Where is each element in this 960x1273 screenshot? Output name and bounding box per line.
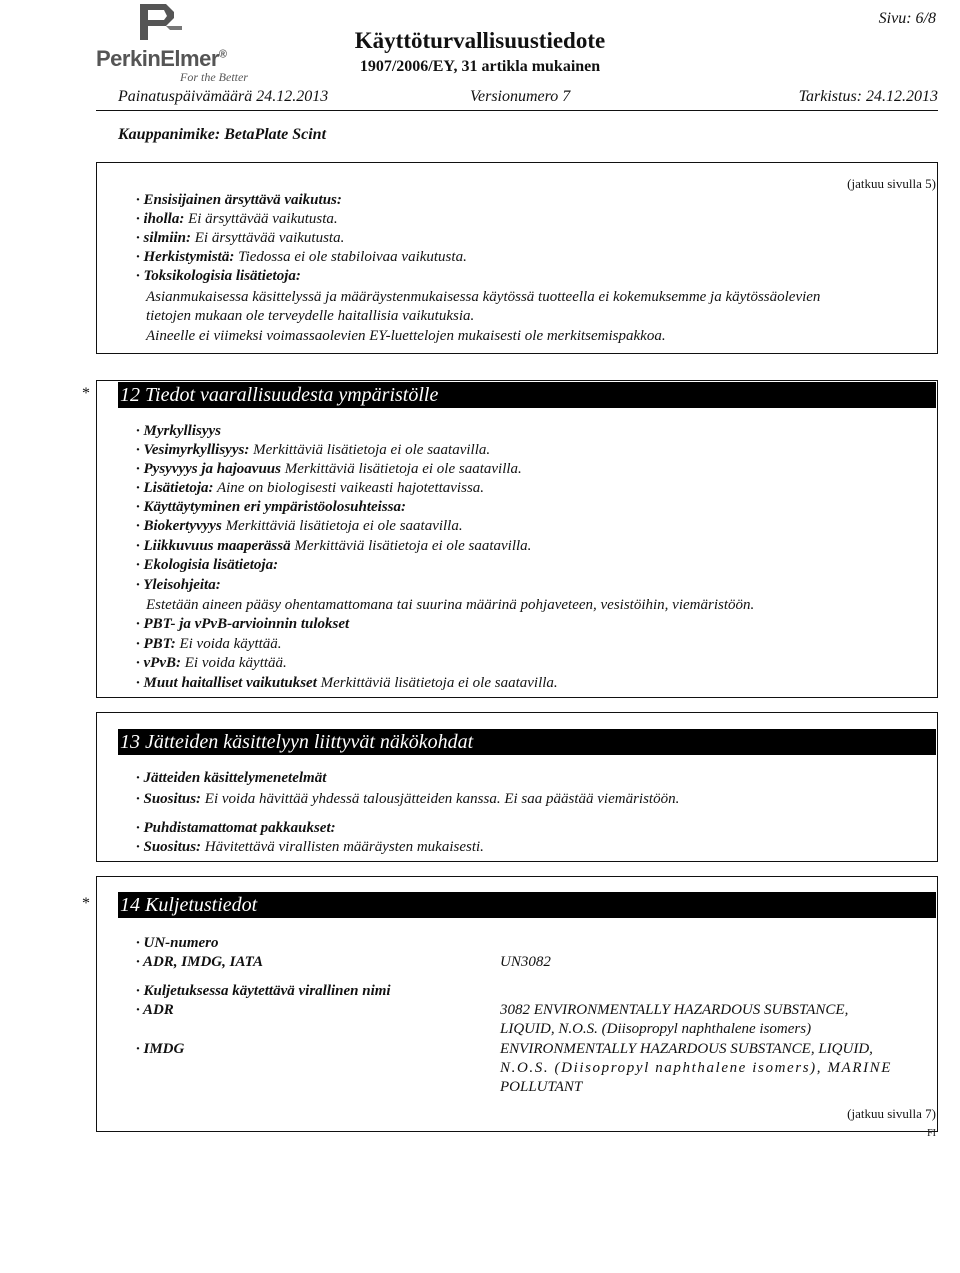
s12-line-3: · Pysyvyys ja hajoavuus Merkittäviä lisätietoja ei ole saatavilla. (136, 461, 522, 477)
s11-line-4: · Herkistymistä: Tiedossa ei ole stabiloivaa vaikutusta. (136, 249, 467, 265)
s12-line-8: · Ekologisia lisätietoja: (136, 557, 279, 573)
section-13-heading: 13 Jätteiden käsittelyyn liittyvät näkökohdat (118, 729, 936, 755)
s12-line-11: · PBT- ja vPvB-arvioinnin tulokset (136, 616, 350, 632)
header-divider (96, 110, 938, 111)
s12-line-1: · Myrkyllisyys (136, 423, 221, 439)
s12-line-2: · Vesimyrkyllisyys: Merkittäviä lisätietoja ei ole saatavilla. (136, 442, 491, 458)
s12-line-4: · Lisätietoja: Aine on biologisesti vaikeasti hajotettavissa. (136, 480, 485, 496)
s13-line-2: · Suositus: Ei voida hävittää yhdessä talousjätteiden kanssa. Ei saa päästää viemäristöön. (136, 791, 680, 807)
s11-line-5: · Toksikologisia lisätietoja: (136, 268, 301, 284)
s14-line-4: · ADR (136, 1002, 174, 1018)
s14-line-1: · UN-numero (136, 935, 219, 951)
logo-text: PerkinElmer (96, 46, 219, 71)
language-code: FI (927, 1128, 936, 1139)
s14-line-5: · IMDG (136, 1041, 185, 1057)
s11-line-3: · silmiin: Ei ärsyttävää vaikutusta. (136, 230, 345, 246)
s13-line-1: · Jätteiden käsittelymenetelmät (136, 770, 327, 786)
change-marker-12: * (82, 385, 90, 402)
s14-imdg-name-2: N.O.S. (Diisopropyl naphthalene isomers), MARINE (500, 1060, 893, 1076)
s11-line-7: tietojen mukaan ole terveydelle haitallisia vaikutuksia. (146, 308, 475, 324)
s11-line-1: · Ensisijainen ärsyttävä vaikutus: (136, 192, 342, 208)
change-marker-14: * (82, 895, 90, 912)
s11-line-8: Aineelle ei viimeksi voimassaolevien EY-luettelojen mukaisesti ole merkitsemispakkoa. (146, 328, 666, 344)
s14-line-3: · Kuljetuksessa käytettävä virallinen nimi (136, 983, 391, 999)
continued-to: (jatkuu sivulla 7) (847, 1106, 936, 1121)
s12-line-6: · Biokertyvyys Merkittäviä lisätietoja ei ole saatavilla. (136, 518, 463, 534)
s12-line-12: · PBT: Ei voida käyttää. (136, 636, 282, 652)
document-subtitle: 1907/2006/EY, 31 artikla mukainen (359, 58, 601, 75)
s12-line-9: · Yleisohjeita: (136, 577, 221, 593)
s13-line-4: · Suositus: Hävitettävä virallisten määräysten mukaisesti. (136, 839, 484, 855)
s11-line-6: Asianmukaisessa käsittelyssä ja määräystenmukaisessa käytössä tuotteella ei kokemuksemme ja käytössäolevien (146, 289, 821, 305)
s14-adr-name-1: 3082 ENVIRONMENTALLY HAZARDOUS SUBSTANCE, (500, 1002, 849, 1018)
section-12-heading: 12 Tiedot vaarallisuudesta ympäristölle (118, 382, 936, 408)
revision-date: Tarkistus: 24.12.2013 (798, 88, 938, 105)
s11-line-2: · iholla: Ei ärsyttävää vaikutusta. (136, 211, 338, 227)
s12-line-10: Estetään aineen pääsy ohentamattomana tai suurina määrinä pohjaveteen, vesistöihin, viemäristöön. (146, 597, 755, 613)
continued-from: (jatkuu sivulla 5) (847, 176, 936, 191)
s12-line-5: · Käyttäytyminen eri ympäristöolosuhteissa: (136, 499, 407, 515)
section-14-heading: 14 Kuljetustiedot (118, 892, 936, 918)
s12-line-14: · Muut haitalliset vaikutukset Merkittäviä lisätietoja ei ole saatavilla. (136, 675, 558, 691)
s13-line-3: · Puhdistamattomat pakkaukset: (136, 820, 336, 836)
logo-reg: ® (218, 48, 227, 61)
page-number: Sivu: 6/8 (878, 10, 936, 27)
s14-un-number: UN3082 (500, 954, 551, 970)
print-date: Painatuspäivämäärä 24.12.2013 (118, 88, 329, 105)
s14-adr-name-2: LIQUID, N.O.S. (Diisopropyl naphthalene isomers) (500, 1021, 812, 1037)
s12-line-13: · vPvB: Ei voida käyttää. (136, 655, 287, 671)
logo-tagline: For the Better (180, 70, 248, 84)
document-title: Käyttöturvallisuustiedote (354, 28, 606, 53)
s14-line-2: · ADR, IMDG, IATA (136, 954, 263, 970)
s14-imdg-name-1: ENVIRONMENTALLY HAZARDOUS SUBSTANCE, LIQUID, (500, 1041, 873, 1057)
trade-name: Kauppanimike: BetaPlate Scint (118, 126, 327, 143)
s14-imdg-name-3: POLLUTANT (500, 1079, 583, 1095)
version-number: Versionumero 7 (470, 88, 571, 105)
s12-line-7: · Liikkuvuus maaperässä Merkittäviä lisätietoja ei ole saatavilla. (136, 538, 532, 554)
